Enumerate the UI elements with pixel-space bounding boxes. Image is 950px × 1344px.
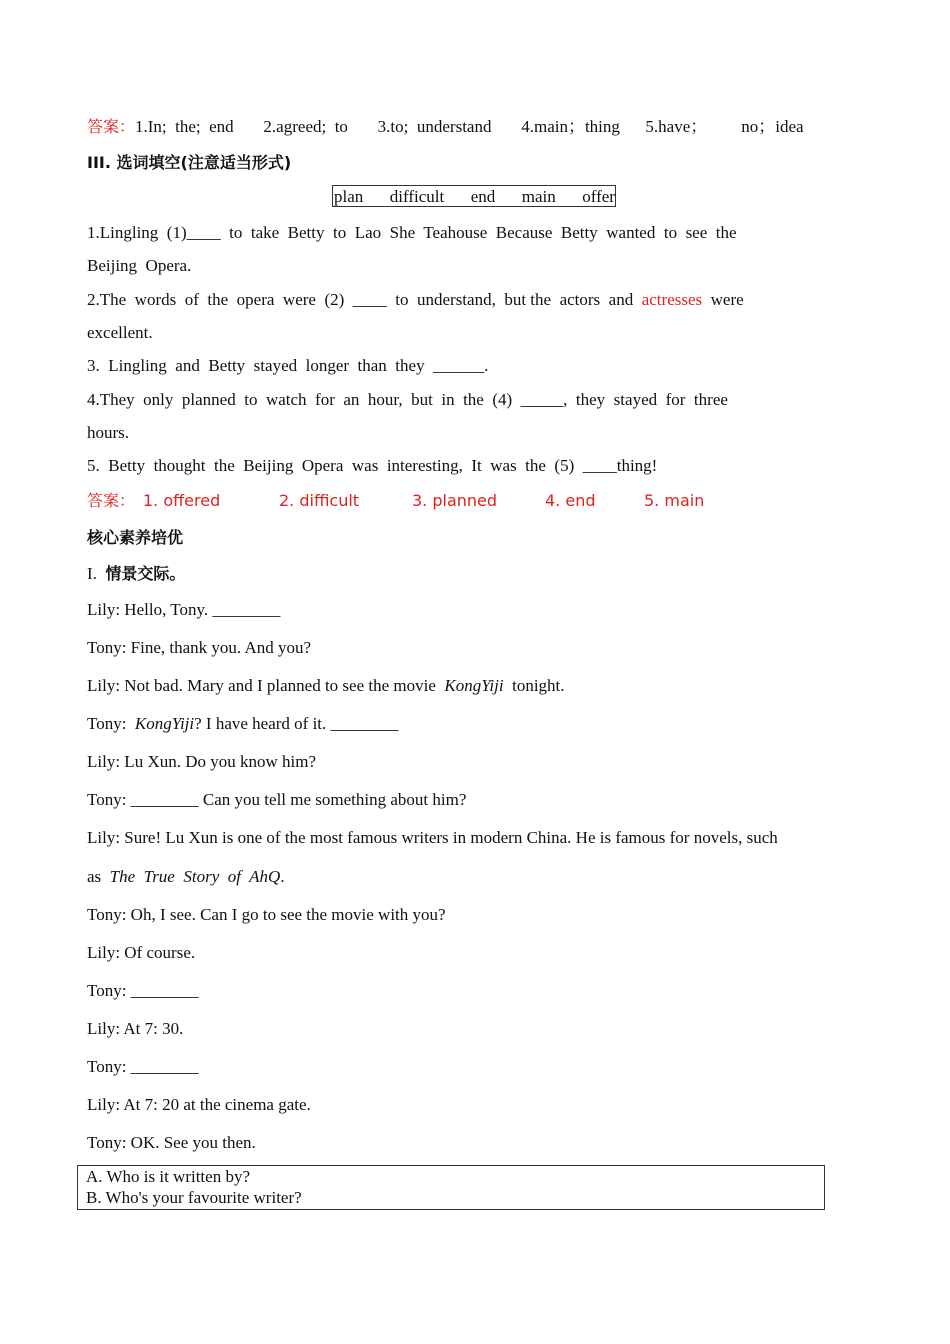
answer-text: 1.In; the; end 2.agreed; to 3.to; understand 4.main；thing 5.have； no；idea [135,117,804,136]
question-1-line-a: 1.Lingling (1)____ to take Betty to Lao She Teahouse Because Betty wanted to see the [87,223,737,242]
word-item: end [470,187,496,206]
answer-1: 1. offered [143,491,221,510]
movie-title: KongYiji [444,676,504,695]
subheading-number: I. [87,564,97,583]
word-box [332,185,616,207]
dialogue-line: Tony: Fine, thank you. And you? [87,638,312,657]
movie-title: KongYiji [134,714,195,733]
question-2-line-a [87,289,744,311]
question-2-text-end: were [702,290,744,309]
word-item: offer [582,187,615,206]
question-2-text: 2.The words of the opera were (2) ____ to understand, but the actors and [87,290,642,309]
question-1-line-b: Beijing Opera. [87,256,192,275]
options-box [77,1165,825,1210]
option-a: A. Who is it written by? [86,1167,250,1186]
subheading-text: 情景交际。 [105,564,186,583]
question-2-line-b: excellent. [87,323,153,342]
answer-row-2 [87,490,135,512]
word-item: difficult [389,187,445,206]
core-subheading [87,563,185,585]
dialogue-text: . [280,867,285,886]
question-4-line-a: 4.They only planned to watch for an hour, but in the (4) _____, they stayed for three [87,390,728,409]
dialogue-text: tonight. [503,676,565,695]
answer-label: 答案： [87,491,136,510]
section-heading: III. 选词填空(注意适当形式) [87,153,292,172]
dialogue-line: Lily: Hello, Tony. ________ [87,600,281,619]
dialogue-text: ? I have heard of it. ________ [194,714,399,733]
question-5: 5. Betty thought the Beijing Opera was interesting, It was the (5) ____thing! [87,456,658,475]
question-4-line-b: hours. [87,423,130,442]
dialogue-line: Lily: Sure! Lu Xun is one of the most famous writers in modern China. He is famous for novels, such [87,828,778,847]
dialogue-line [87,713,399,735]
question-3: 3. Lingling and Betty stayed longer than they ______. [87,356,489,375]
answer-4: 4. end [545,491,596,510]
answer-row-1 [87,116,804,138]
dialogue-line: Lily: At 7: 20 at the cinema gate. [87,1095,311,1114]
dialogue-line [87,675,565,697]
dialogue-line: Tony: ________ Can you tell me something about him? [87,790,467,809]
dialogue-line: Tony: ________ [87,981,199,1000]
dialogue-text: as [87,867,110,886]
answer-5: 5. main [644,491,705,510]
dialogue-text: Tony: [87,714,135,733]
answer-2: 2. difficult [279,491,360,510]
core-heading: 核心素养培优 [87,528,184,547]
dialogue-line: Tony: OK. See you then. [87,1133,256,1152]
answer-label: 答案： [87,117,136,136]
dialogue-line: Lily: At 7: 30. [87,1019,184,1038]
dialogue-line: Lily: Of course. [87,943,196,962]
option-b: B. Who's your favourite writer? [86,1188,302,1207]
novel-title: The True Story of AhQ [109,867,281,886]
question-2-highlight: actresses [641,290,703,309]
dialogue-line: Tony: Oh, I see. Can I go to see the movie with you? [87,905,446,924]
dialogue-line [87,866,285,888]
dialogue-text: Lily: Not bad. Mary and I planned to see the movie [87,676,445,695]
dialogue-line: Tony: ________ [87,1057,199,1076]
word-item: main [521,187,556,206]
dialogue-line: Lily: Lu Xun. Do you know him? [87,752,317,771]
answer-3: 3. planned [412,491,498,510]
word-item: plan [334,187,364,206]
